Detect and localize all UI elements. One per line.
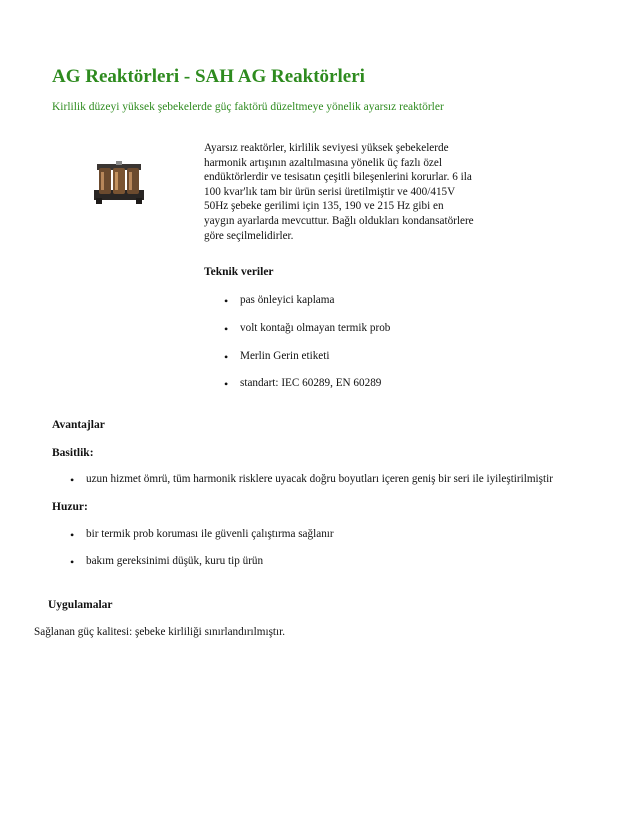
list-item: • Merlin Gerin etiketi bbox=[240, 350, 329, 362]
page-subtitle: Kirlilik düzeyi yüksek şebekelerde güç faktörü düzeltmeye yönelik ayarsız reaktörler bbox=[52, 101, 444, 113]
list-item: • volt kontağı olmayan termik prob bbox=[240, 322, 390, 334]
list-item: • bakım gereksinimi düşük, kuru tip ürün bbox=[86, 555, 263, 567]
applications-heading: Uygulamalar bbox=[48, 599, 113, 611]
advantages-heading: Avantajlar bbox=[52, 419, 105, 431]
page-title: AG Reaktörleri - SAH AG Reaktörleri bbox=[52, 66, 365, 87]
applications-text: Sağlanan güç kalitesi: şebeke kirliliği sınırlandırılmıştır. bbox=[34, 626, 286, 638]
technical-data-heading: Teknik veriler bbox=[204, 266, 274, 278]
peace-heading: Huzur: bbox=[52, 501, 88, 513]
list-item: • pas önleyici kaplama bbox=[240, 294, 334, 306]
simplicity-heading: Basitlik: bbox=[52, 447, 94, 459]
list-item: • standart: IEC 60289, EN 60289 bbox=[240, 377, 381, 389]
list-item: • uzun hizmet ömrü, tüm harmonik risklere uyacak doğru boyutları içeren geniş bir seri ile iyileştirilmiştir bbox=[86, 473, 553, 485]
list-item: • bir termik prob koruması ile güvenli çalıştırma sağlanır bbox=[86, 528, 334, 540]
product-description: Ayarsız reaktörler, kirlilik seviyesi yüksek şebekelerde harmonik artışının azaltılmasına yönelik üç fazlı özel endüktörlerdir ve tesisatın çeşitli bileşenlerini korurlar. 6 ila 100 kvar'lık tam bir ürün serisi üretilmiştir ve 400/415V 50Hz şebeke gerilimi için 135, 190 ve 215 Hz gibi en yaygın ayarlarda mevcuttur. Bağlı oldukları kondansatörlere göre seçilmelidirler. bbox=[204, 142, 474, 242]
reactor-product-image bbox=[94, 160, 144, 206]
